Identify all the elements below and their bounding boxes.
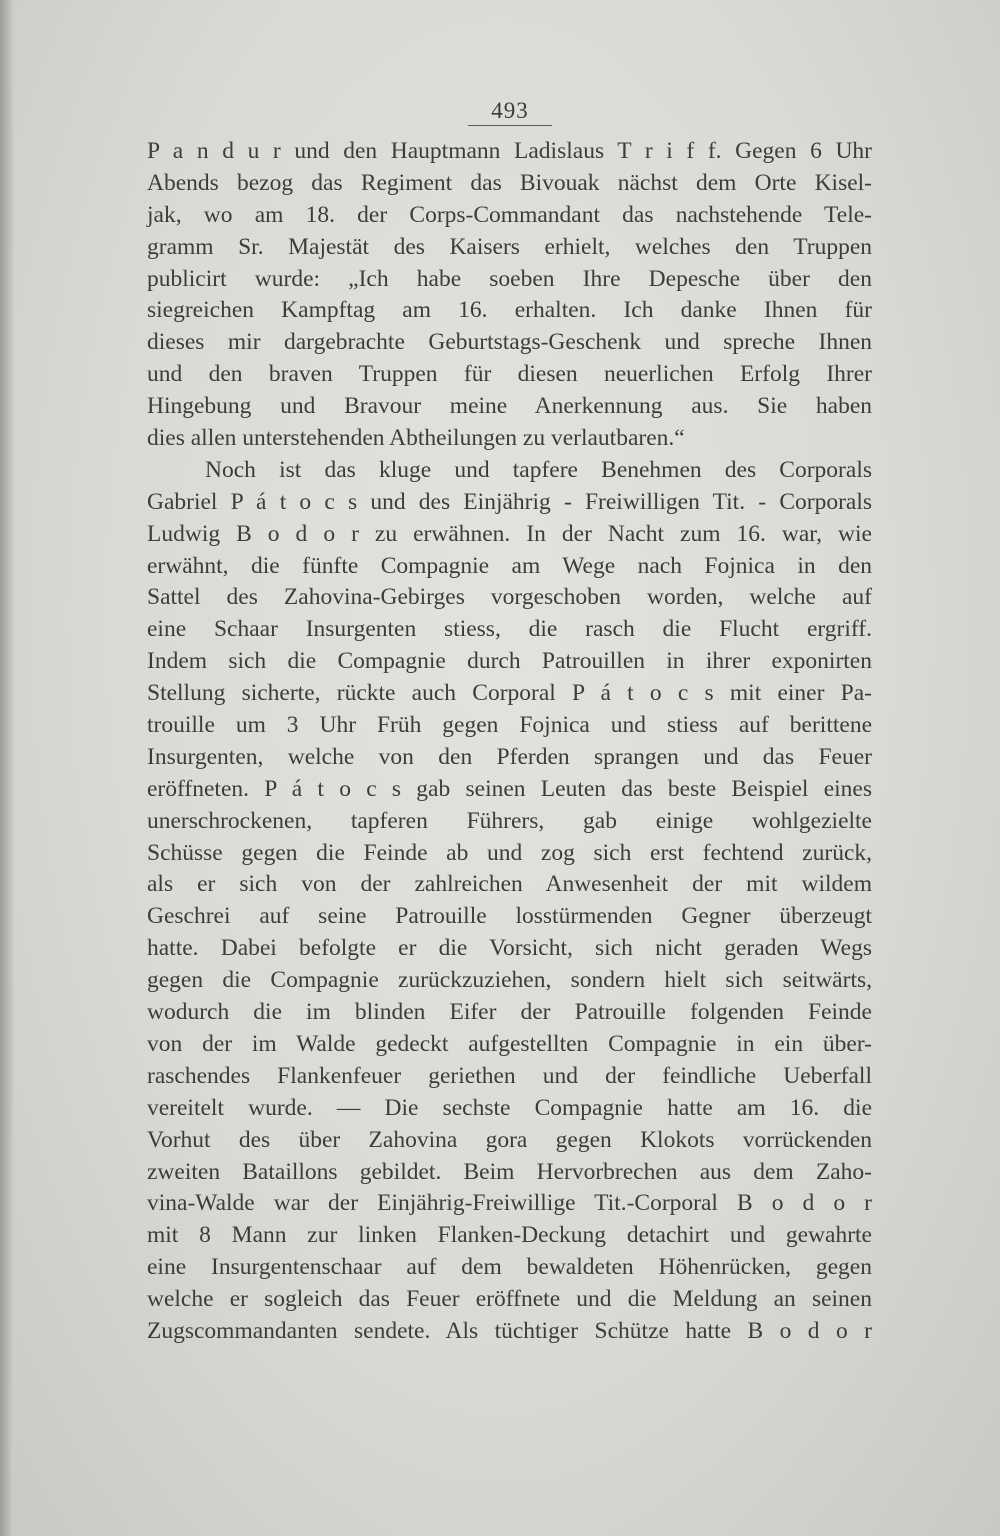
text-line: Geschrei auf seine Patrouille losstürmenden Gegner überzeugt xyxy=(147,903,872,930)
text-line: hatte. Dabei befolgte er die Vorsicht, sich nicht geraden Wegs xyxy=(147,935,872,962)
text-line: siegreichen Kampftag am 16. erhalten. Ich danke Ihnen für xyxy=(147,297,872,324)
body-text xyxy=(147,136,872,1348)
text-line: mit 8 Mann zur linken Flanken-Deckung detachirt und gewahrte xyxy=(147,1222,872,1249)
text-line: raschendes Flankenfeuer geriethen und der feindliche Ueberfall xyxy=(147,1062,872,1089)
page-gutter-shadow xyxy=(0,0,14,1536)
text-line: von der im Walde gedeckt aufgestellten Compagnie in ein über- xyxy=(147,1030,872,1057)
text-line: Hingebung und Bravour meine Anerkennung aus. Sie haben xyxy=(147,393,872,420)
text-line: vereitelt wurde. — Die sechste Compagnie hatte am 16. die xyxy=(147,1094,872,1121)
text-line: Insurgenten, welche von den Pferden sprangen und das Feuer xyxy=(147,743,872,770)
text-line: welche er sogleich das Feuer eröffnete und die Meldung an seinen xyxy=(147,1286,872,1313)
text-line: vina-Walde war der Einjährig-Freiwillige Tit.-Corporal B o d o r xyxy=(147,1190,872,1217)
text-line: erwähnt, die fünfte Compagnie am Wege nach Fojnica in den xyxy=(147,552,872,579)
text-line: Gabriel P á t o c s und des Einjährig - Freiwilligen Tit. - Corporals xyxy=(147,488,872,515)
text-line: zweiten Bataillons gebildet. Beim Hervorbrechen aus dem Zaho- xyxy=(147,1158,872,1185)
text-line: wodurch die im blinden Eifer der Patrouille folgenden Feinde xyxy=(147,999,872,1026)
text-line: Zugscommandanten sendete. Als tüchtiger Schütze hatte B o d o r xyxy=(147,1317,872,1344)
text-line: als er sich von der zahlreichen Anwesenheit der mit wildem xyxy=(147,871,872,898)
text-line: P a n d u r und den Hauptmann Ladislaus T r i f f. Gegen 6 Uhr xyxy=(147,138,872,164)
text-line: dieses mir dargebrachte Geburtstags-Geschenk und spreche Ihnen xyxy=(147,329,872,356)
text-line: dies allen unterstehenden Abtheilungen zu verlautbaren.“ xyxy=(147,425,685,452)
text-line: und den braven Truppen für diesen neuerlichen Erfolg Ihrer xyxy=(147,361,872,388)
text-line: eröffneten. P á t o c s gab seinen Leuten das beste Beispiel eines xyxy=(147,775,872,802)
text-line: unerschrockenen, tapferen Führers, gab einige wohlgezielte xyxy=(147,807,872,834)
text-line: Schüsse gegen die Feinde ab und zog sich erst fechtend zurück, xyxy=(147,839,872,866)
text-line: Vorhut des über Zahovina gora gegen Klokots vorrückenden xyxy=(147,1126,872,1153)
page-number: 493 xyxy=(491,98,529,123)
text-line: gegen die Compagnie zurückzuziehen, sondern hielt sich seitwärts, xyxy=(147,967,872,994)
text-line: Abends bezog das Regiment das Bivouak nächst dem Orte Kisel- xyxy=(147,169,872,196)
text-line: Ludwig B o d o r zu erwähnen. In der Nacht zum 16. war, wie xyxy=(147,520,872,547)
text-line: jak, wo am 18. der Corps-Commandant das nachstehende Tele- xyxy=(147,201,872,228)
header-rule xyxy=(468,125,552,126)
text-line: eine Schaar Insurgenten stiess, die rasch die Flucht ergriff. xyxy=(147,616,872,643)
text-line: trouille um 3 Uhr Früh gegen Fojnica und stiess auf berittene xyxy=(147,712,872,739)
text-line: Stellung sicherte, rückte auch Corporal P á t o c s mit einer Pa- xyxy=(147,680,872,707)
text-line: eine Insurgentenschaar auf dem bewaldeten Höhenrücken, gegen xyxy=(147,1254,872,1281)
text-line: publicirt wurde: „Ich habe soeben Ihre Depesche über den xyxy=(147,265,872,292)
text-line: Sattel des Zahovina-Gebirges vorgeschoben worden, welche auf xyxy=(147,584,872,611)
text-line: Indem sich die Compagnie durch Patrouillen in ihrer exponirten xyxy=(147,648,872,675)
text-line: Noch ist das kluge und tapfere Benehmen des Corporals xyxy=(205,456,872,483)
text-line: gramm Sr. Majestät des Kaisers erhielt, welches den Truppen xyxy=(147,233,872,260)
